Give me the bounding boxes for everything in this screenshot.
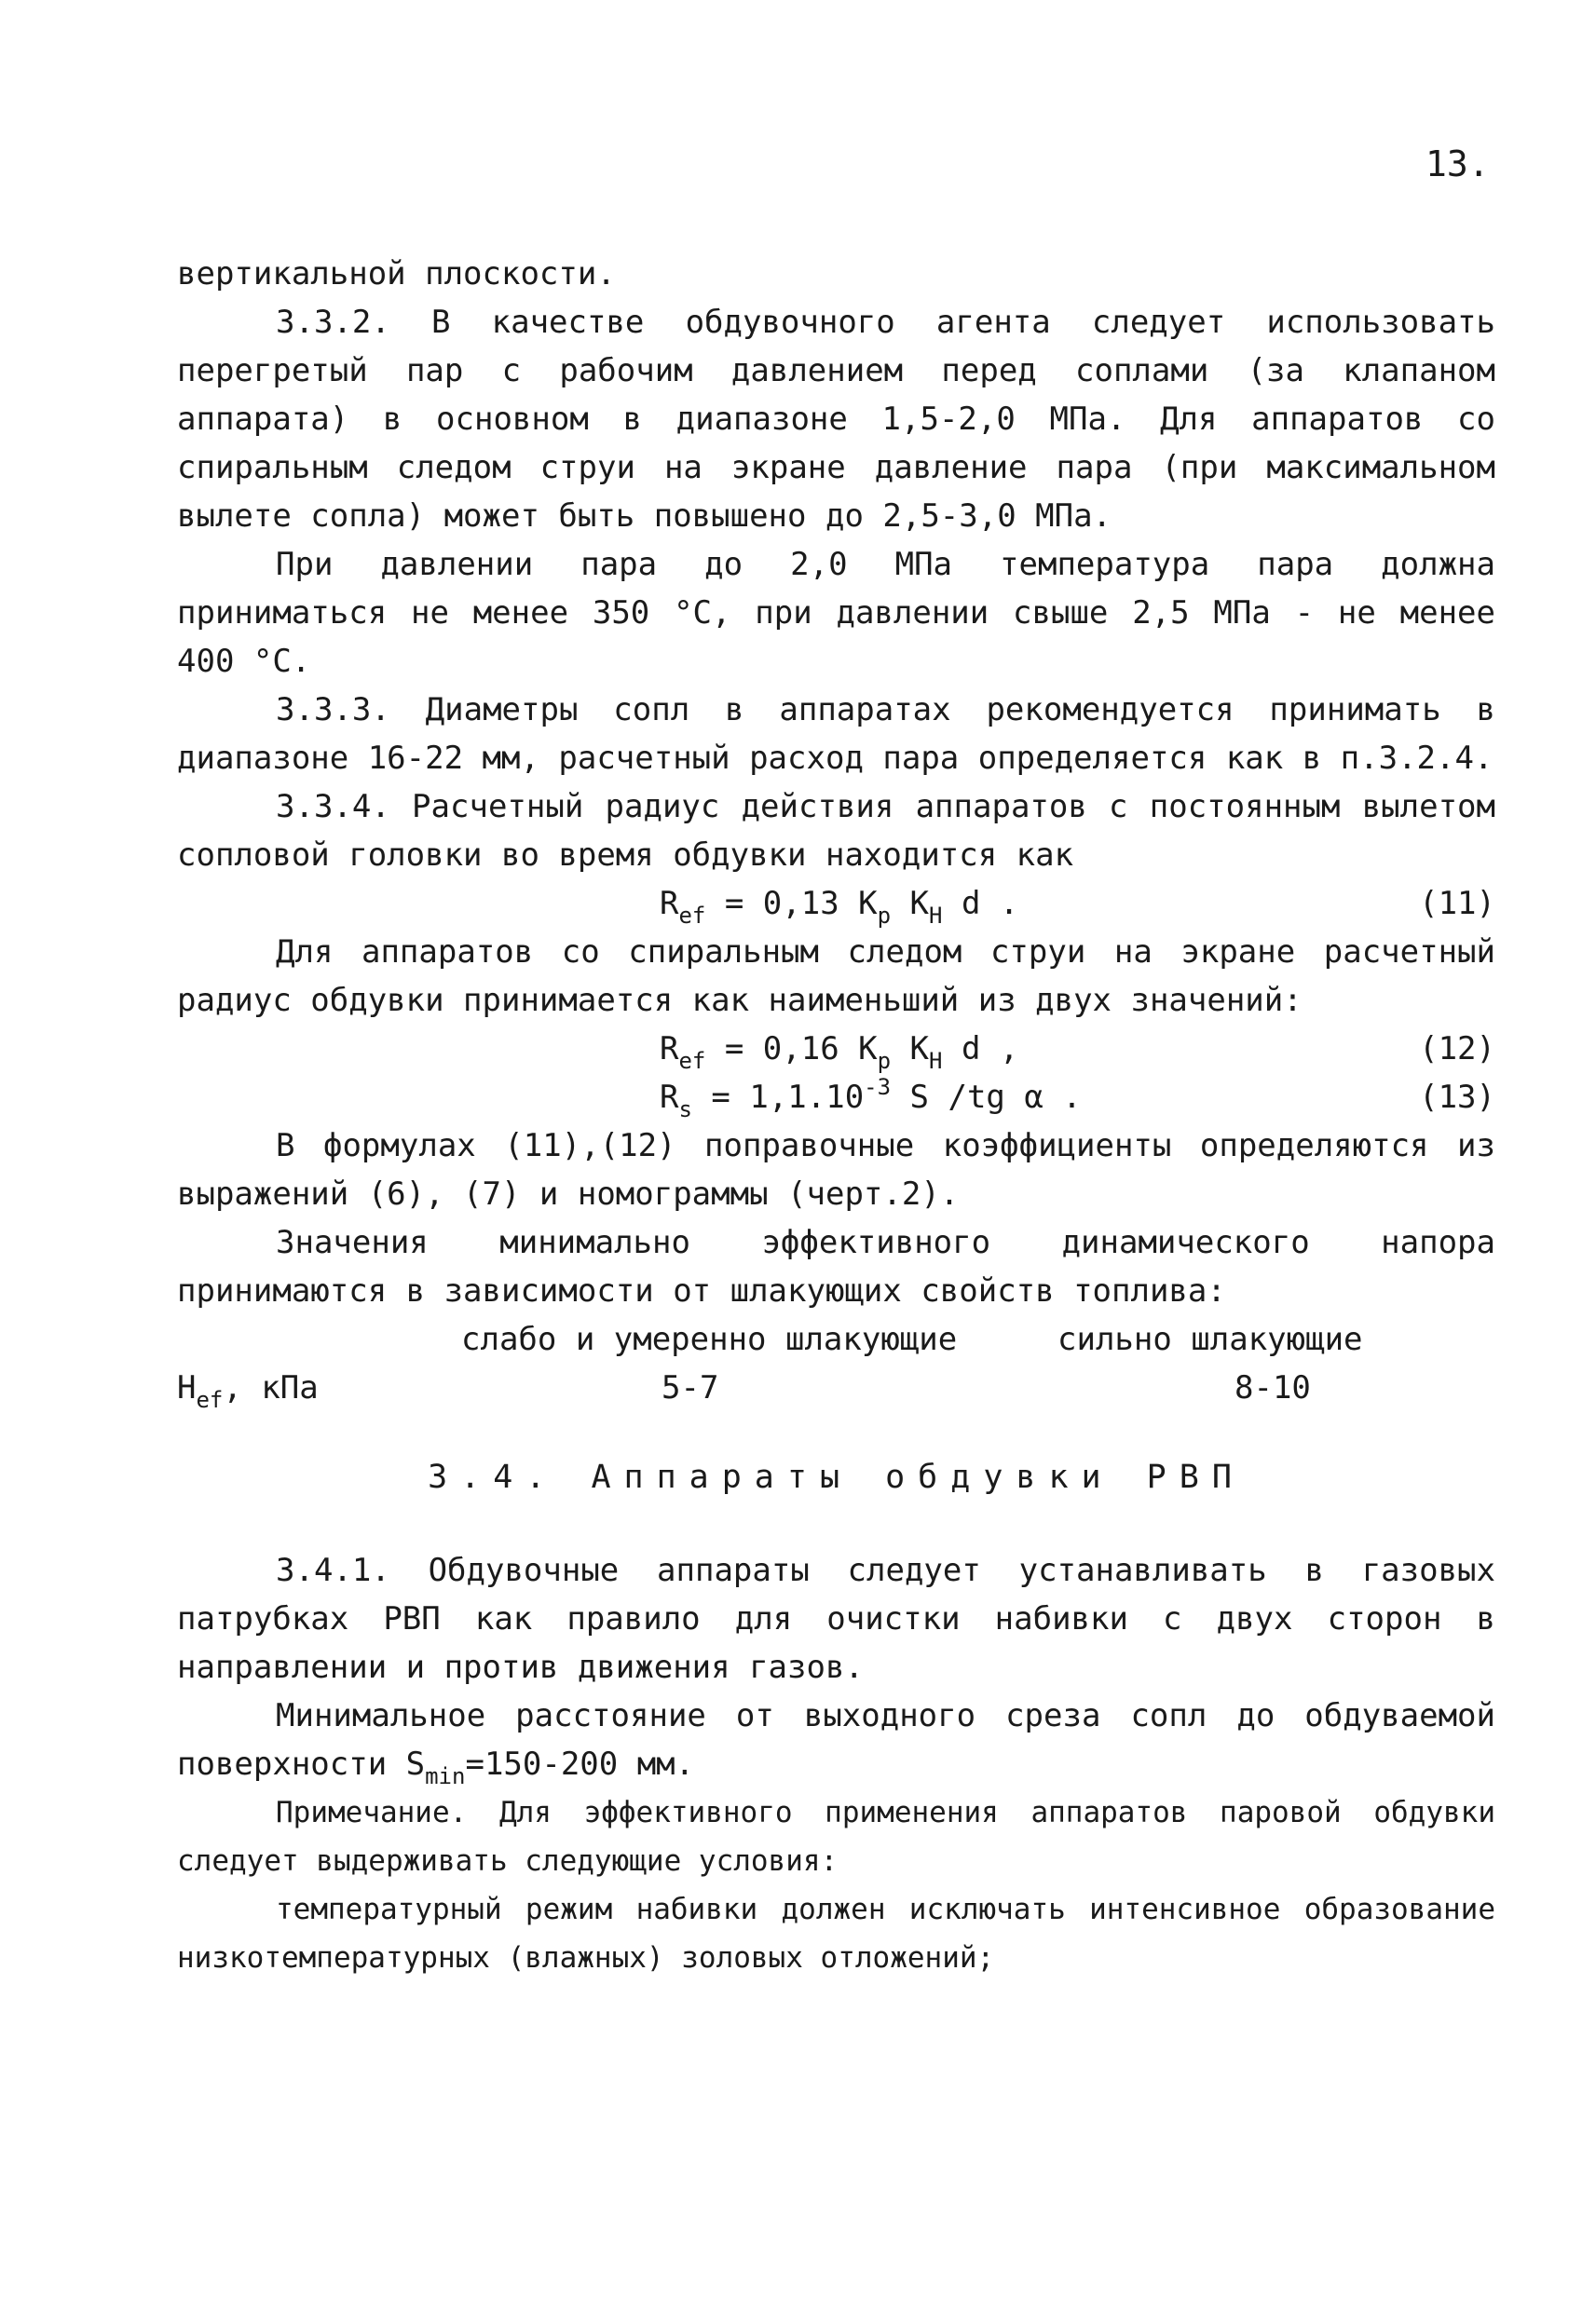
paragraph-dynamic-head: Значения минимально эффективного динамического напора принимаются в зависимости от шлакующих свойств топлива: bbox=[177, 1224, 1495, 1310]
table-col-header: слабо и умеренно шлакующие bbox=[461, 1321, 958, 1358]
formula-expression: $R_{ef} = 0,13$ $K_p$ $K_H$ d . bbox=[660, 885, 1019, 929]
formula-expression: $R_{ef} = 0,16$ $K_p$ $K_H$ d , bbox=[660, 1030, 1019, 1074]
paragraph-3-3-3: 3.3.3. Диаметры сопл в аппаратах рекомендуется принимать в диапазоне 16-22 мм, расчетный расход пара определяется как в п.3.2.4. bbox=[177, 691, 1495, 777]
table-header bbox=[177, 1315, 1495, 1364]
section-title: 3.4. Аппараты обдувки РВП bbox=[428, 1459, 1245, 1496]
formula-13 bbox=[177, 1073, 1495, 1121]
paragraph-3-3-4: 3.3.4. Расчетный радиус действия аппаратов с постоянным вылетом сопловой головки во время обдувки находится как bbox=[177, 788, 1495, 874]
paragraph-spiral: Для аппаратов со спиральным следом струи на экране расчетный радиус обдувки принимается как наименьший из двух значений: bbox=[177, 933, 1495, 1019]
table-cell: 8-10 bbox=[1235, 1369, 1311, 1407]
paragraph-3-3-2: 3.3.2. В качестве обдувочного агента следует использовать перегретый пар с рабочим давлением перед соплами (за клапаном аппарата) в основном в диапазоне 1,5-2,0 МПа. Для аппаратов со спиральным следом струи на экране давление пара (при максимальном вылете сопла) может быть повышено до 2,5-3,0 МПа. bbox=[177, 304, 1495, 535]
formula-number: (12) bbox=[1419, 1030, 1495, 1067]
formula-11 bbox=[177, 879, 1495, 928]
formula-number: (11) bbox=[1419, 885, 1495, 922]
table-row-label: $H_{ef}$, кПа bbox=[177, 1369, 319, 1413]
paragraph-coefficients: В формулах (11),(12) поправочные коэффициенты определяются из выражений (6), (7) и номограммы (черт.2). bbox=[177, 1127, 1495, 1213]
paragraph-temperature: При давлении пара до 2,0 МПа температура пара должна приниматься не менее 350 °С, при давлении свыше 2,5 МПа - не менее 400 °С. bbox=[177, 546, 1495, 680]
table-cell: 5-7 bbox=[662, 1369, 719, 1407]
paragraph-3-4-1: 3.4.1. Обдувочные аппараты следует устанавливать в газовых патрубках РВП как правило для очистки набивки с двух сторон в направлении и против движения газов. bbox=[177, 1552, 1495, 1686]
formula-number: (13) bbox=[1419, 1079, 1495, 1116]
paragraph: вертикальной плоскости. bbox=[177, 255, 616, 292]
table-col-header: сильно шлакующие bbox=[1057, 1321, 1363, 1358]
document-body bbox=[177, 250, 1495, 1982]
paragraph-note: Примечание. Для эффективного применения аппаратов паровой обдувки следует выдерживать следующие условия: bbox=[177, 1796, 1495, 1878]
paragraph-min-distance: Минимальное расстояние от выходного среза сопл до обдуваемой поверхности $S_{min}=150-200$ мм. bbox=[177, 1697, 1495, 1789]
paragraph-condition: температурный режим набивки должен исключать интенсивное образование низкотемпературных (влажных) золовых отложений; bbox=[177, 1893, 1495, 1975]
page-number: 13. bbox=[1425, 143, 1490, 184]
table-row bbox=[177, 1364, 1495, 1412]
formula-expression: $R_s = 1,1.10^{-3}$ S /tg α . bbox=[660, 1074, 1082, 1122]
formula-12 bbox=[177, 1025, 1495, 1073]
